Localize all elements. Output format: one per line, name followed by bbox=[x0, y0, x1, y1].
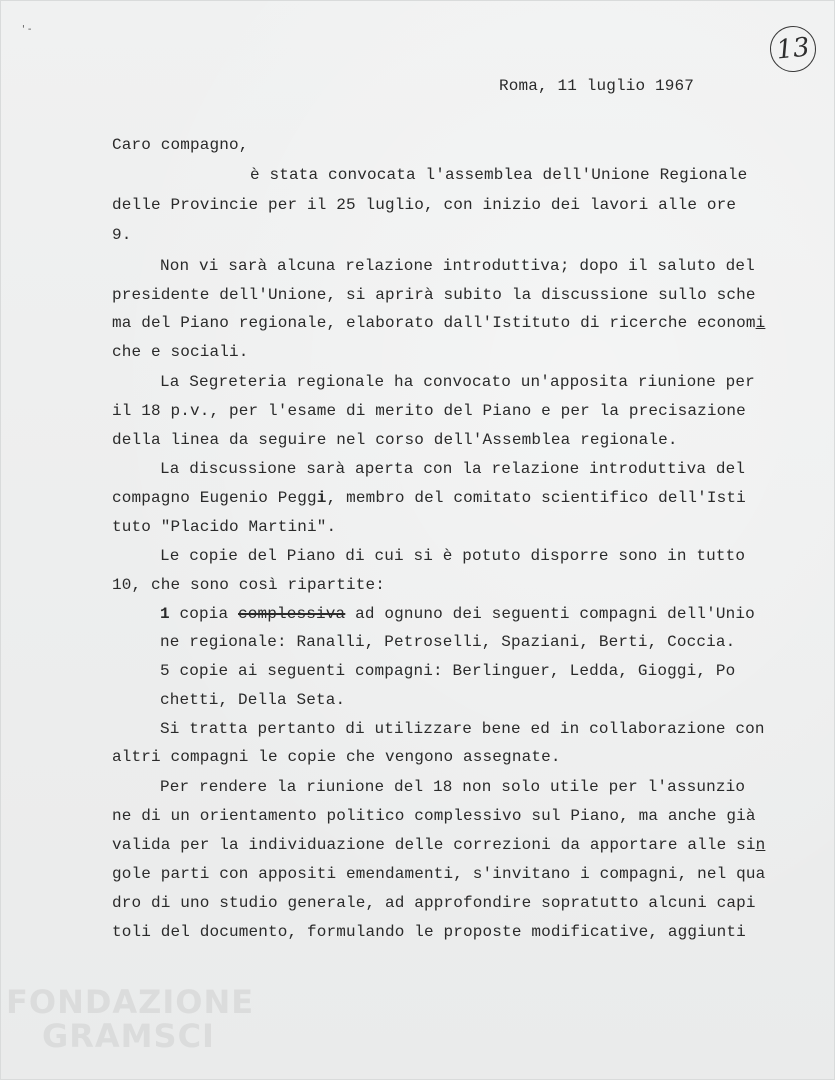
letter-line-13: tuto "Placido Martini". bbox=[112, 518, 337, 536]
letter-line-15: 10, che sono così ripartite: bbox=[112, 576, 386, 594]
letter-line-4: Non vi sarà alcuna relazione introduttiva; dopo il saluto del bbox=[160, 257, 755, 275]
letter-line-19: chetti, Della Seta. bbox=[160, 691, 346, 709]
letter-line-22: Per rendere la riunione del 18 non solo utile per l'assunzio bbox=[160, 778, 746, 796]
letter-line-25: gole parti con appositi emendamenti, s'invitano i compagni, nel qua bbox=[112, 865, 766, 883]
letter-line-2: delle Provincie per il 25 luglio, con inizio dei lavori alle ore bbox=[112, 196, 737, 214]
letter-line-6-text: ma del Piano regionale, elaborato dall'Istituto di ricerche econom bbox=[112, 314, 756, 332]
letter-line-8: La Segreteria regionale ha convocato un'apposita riunione per bbox=[160, 373, 755, 391]
letter-line-24 bbox=[112, 835, 765, 855]
letter-line-16-rest: ad ognuno dei seguenti compagni dell'Unio bbox=[345, 605, 755, 623]
letter-line-21: altri compagni le copie che vengono assegnate. bbox=[112, 748, 561, 766]
archive-page-number: 13 bbox=[768, 24, 819, 75]
overtyped-letter: i bbox=[316, 489, 327, 507]
letter-line-26: dro di uno studio generale, ad approfondire sopratutto alcuni capi bbox=[112, 894, 756, 912]
letter-line-12 bbox=[112, 488, 746, 508]
letter-line-23: ne di un orientamento politico complessivo sul Piano, ma anche già bbox=[112, 807, 756, 825]
letter-line-27: toli del documento, formulando le proposte modificative, aggiunti bbox=[112, 923, 746, 941]
letter-line-14: Le copie del Piano di cui si è potuto disporre sono in tutto bbox=[160, 547, 746, 565]
letter-line-7: che e sociali. bbox=[112, 343, 249, 361]
letter-line-24-text: valida per la individuazione delle correzioni da apportare alle si bbox=[112, 836, 756, 854]
letter-line-17: ne regionale: Ranalli, Petroselli, Spaziani, Berti, Coccia. bbox=[160, 633, 736, 651]
struck-word: complessiva bbox=[238, 605, 346, 623]
salutation: Caro compagno, bbox=[112, 136, 249, 154]
corner-mark: ' - bbox=[22, 24, 32, 35]
letter-line-9: il 18 p.v., per l'esame di merito del Piano e per la precisazione bbox=[112, 402, 746, 420]
underlined-letter: i bbox=[755, 314, 766, 332]
letter-line-16-copia: copia bbox=[169, 605, 239, 623]
corrected-number: 1 bbox=[160, 605, 170, 623]
letter-line-3: 9. bbox=[112, 226, 132, 244]
letter-line-6 bbox=[112, 313, 765, 333]
letter-line-1: è stata convocata l'assemblea dell'Unione Regionale bbox=[250, 166, 748, 184]
letter-line-12-rest: , membro del comitato scientifico dell'Isti bbox=[326, 489, 746, 507]
letter-line-11: La discussione sarà aperta con la relazione introduttiva del bbox=[160, 460, 746, 478]
letter-line-10: della linea da seguire nel corso dell'Assemblea regionale. bbox=[112, 431, 678, 449]
letter-line-16 bbox=[160, 604, 755, 624]
fondazione-gramsci-watermark bbox=[6, 985, 254, 1053]
letter-line-5: presidente dell'Unione, si aprirà subito la discussione sullo sche bbox=[112, 286, 756, 304]
letter-line-12-text: compagno Eugenio Pegg bbox=[112, 489, 317, 507]
letter-line-18: 5 copie ai seguenti compagni: Berlinguer, Ledda, Gioggi, Po bbox=[160, 662, 736, 680]
date-line: Roma, 11 luglio 1967 bbox=[499, 77, 695, 95]
letter-line-20: Si tratta pertanto di utilizzare bene ed in collaborazione con bbox=[160, 720, 765, 738]
watermark-line-2: GRAMSCI bbox=[42, 1017, 215, 1055]
underlined-letter-2: n bbox=[755, 836, 766, 854]
watermark-line-1: FONDAZIONE bbox=[6, 983, 255, 1021]
